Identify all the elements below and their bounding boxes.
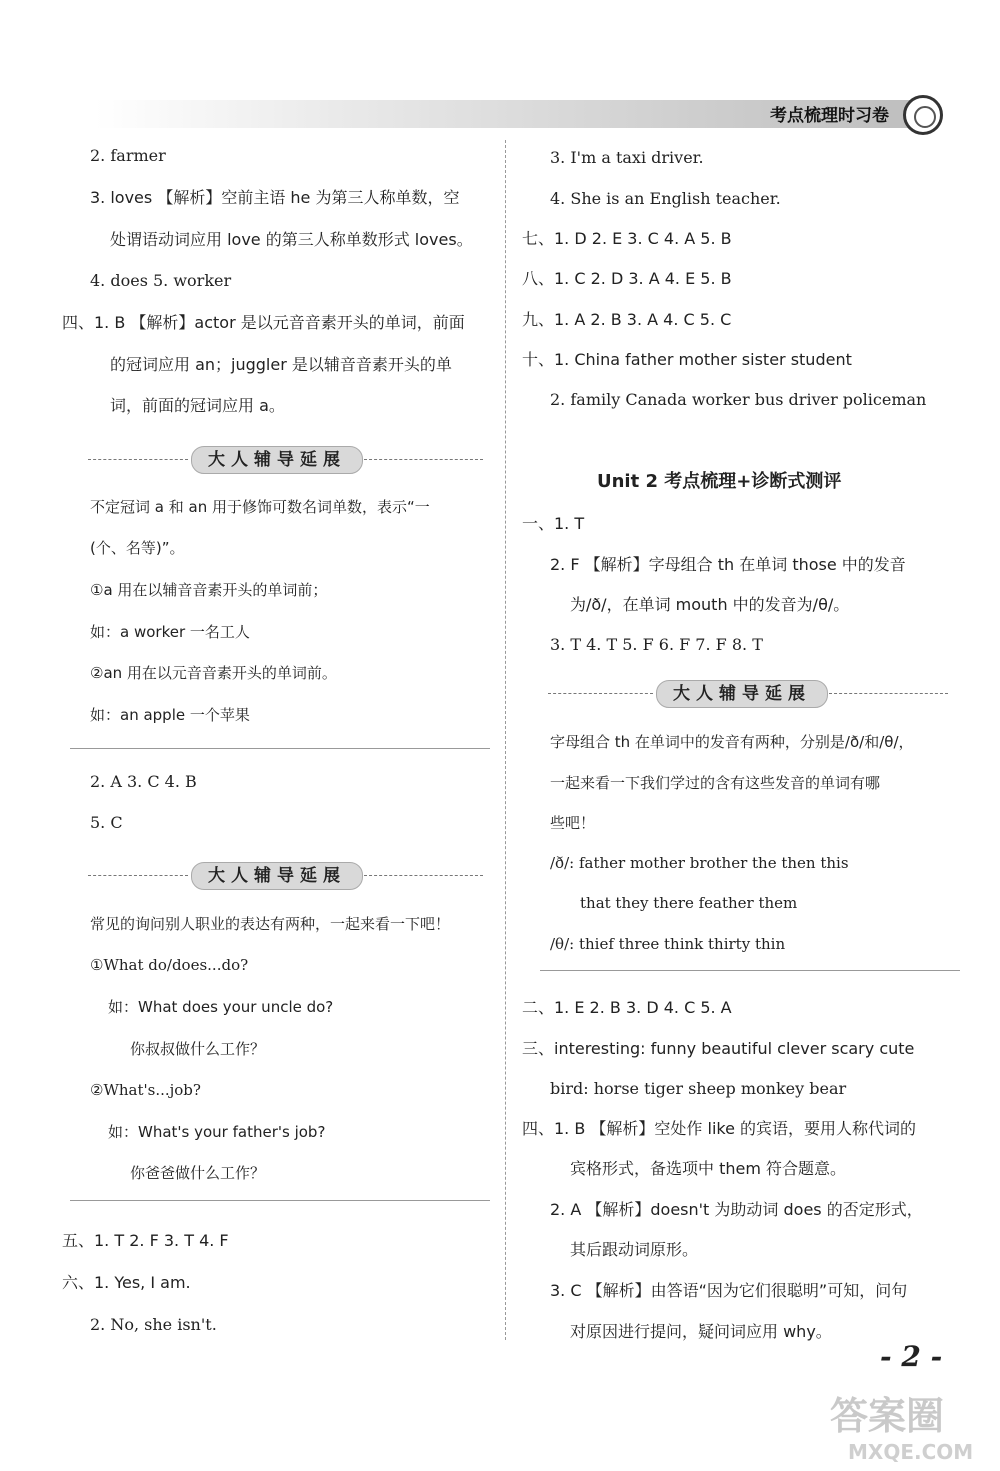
answer-line: 2. A 3. C 4. B [90,772,197,791]
answer-line: 2. F 【解析】字母组合 th 在单词 those 中的发音 [550,555,906,574]
answer-line: 五、1. T 2. F 3. T 4. F [62,1231,229,1250]
answer-line: 处谓语动词应用 love 的第三人称单数形式 loves。 [110,230,473,249]
answer-line: 八、1. C 2. D 3. A 4. E 5. B [522,269,732,288]
extension-heading [548,680,948,708]
column-divider [505,140,506,1340]
extension-text: 如：What's your father's job? [108,1123,326,1141]
page-number: - 2 - [880,1340,943,1373]
answer-line: 2. A 【解析】doesn't 为助动词 does 的否定形式， [550,1200,923,1219]
extension-text: ②an 用在以元音音素开头的单词前。 [90,664,337,682]
answer-line: bird: horse tiger sheep monkey bear [550,1079,847,1098]
extension-text: 你爸爸做什么工作？ [130,1164,266,1182]
answer-line: 4. does 5. worker [90,271,232,290]
answer-line: 二、1. E 2. B 3. D 4. C 5. A [522,998,732,1017]
extension-text: 你叔叔做什么工作？ [130,1040,266,1058]
answer-line: 一、1. T [522,514,585,533]
publisher-logo-icon [903,95,943,135]
answer-line: 3. I'm a taxi driver. [550,148,704,167]
answer-line: 三、interesting: funny beautiful clever scary cute [522,1039,915,1058]
answer-line: 其后跟动词原形。 [570,1240,699,1259]
extension-text: that they there feather them [580,894,798,912]
answer-line: 宾格形式，备选项中 them 符合题意。 [570,1159,847,1178]
extension-text: (个、名等)”。 [90,539,185,557]
answer-line: 3. loves 【解析】空前主语 he 为第三人称单数，空 [90,188,460,207]
answer-line: 2. farmer [90,146,166,165]
answer-line: 对原因进行提问，疑问词应用 why。 [570,1322,832,1341]
section-rule [70,748,490,749]
answer-line: 3. T 4. T 5. F 6. F 7. F 8. T [550,635,763,654]
extension-text: 如：What does your uncle do? [108,998,334,1016]
answer-line: 四、1. B 【解析】空处作 like 的宾语，要用人称代词的 [522,1119,917,1138]
extension-text: 如：a worker 一名工人 [90,623,250,641]
section-rule [540,970,960,971]
extension-text: 一起来看一下我们学过的含有这些发音的单词有哪 [550,774,881,792]
answer-line: 四、1. B 【解析】actor 是以元音音素开头的单词，前面 [62,313,465,332]
extension-text: 常见的询问别人职业的表达有两种，一起来看一下吧！ [90,915,451,933]
extension-text: ①What do/does...do? [90,956,249,974]
extension-text: ①a 用在以辅音音素开头的单词前； [90,581,328,599]
answer-line: 词，前面的冠词应用 a。 [110,396,285,415]
extension-text: /ð/: father mother brother the then this [550,854,849,872]
extension-text: 些吧！ [550,814,596,832]
extension-text: 字母组合 th 在单词中的发音有两种，分别是/ð/和/θ/， [550,733,914,751]
watermark-url: MXQE.COM [848,1440,974,1464]
answer-line: 2. No, she isn't. [90,1315,217,1334]
extension-text: ②What's...job? [90,1081,201,1099]
unit-title: Unit 2 考点梳理+诊断式测评 [597,471,842,492]
extension-heading-label: 大人辅导延展 [191,862,363,890]
answer-line: 4. She is an English teacher. [550,189,781,208]
extension-text: 如：an apple 一个苹果 [90,706,250,724]
extension-heading-label: 大人辅导延展 [656,680,828,708]
answer-line: 3. C 【解析】由答语“因为它们很聪明”可知，问句 [550,1281,908,1300]
answer-line: 十、1. China father mother sister student [522,350,852,369]
answer-line: 2. family Canada worker bus driver policeman [550,390,927,409]
section-rule [70,1200,490,1201]
answer-line: 5. C [90,813,123,832]
answer-line: 为/ð/，在单词 mouth 中的发音为/θ/。 [570,595,850,614]
header-title: 考点梳理时习卷 [770,106,889,126]
extension-heading [88,862,483,890]
answer-line: 的冠词应用 an；juggler 是以辅音音素开头的单 [110,355,452,374]
answer-line: 九、1. A 2. B 3. A 4. C 5. C [522,310,732,329]
answer-line: 六、1. Yes, I am. [62,1273,191,1292]
extension-heading-label: 大人辅导延展 [191,446,363,474]
watermark-logo: 答案圈 [830,1394,945,1438]
answer-line: 七、1. D 2. E 3. C 4. A 5. B [522,229,732,248]
extension-heading [88,446,483,474]
extension-text: 不定冠词 a 和 an 用于修饰可数名词单数，表示“一 [90,498,430,516]
extension-text: /θ/: thief three think thirty thin [550,935,786,953]
